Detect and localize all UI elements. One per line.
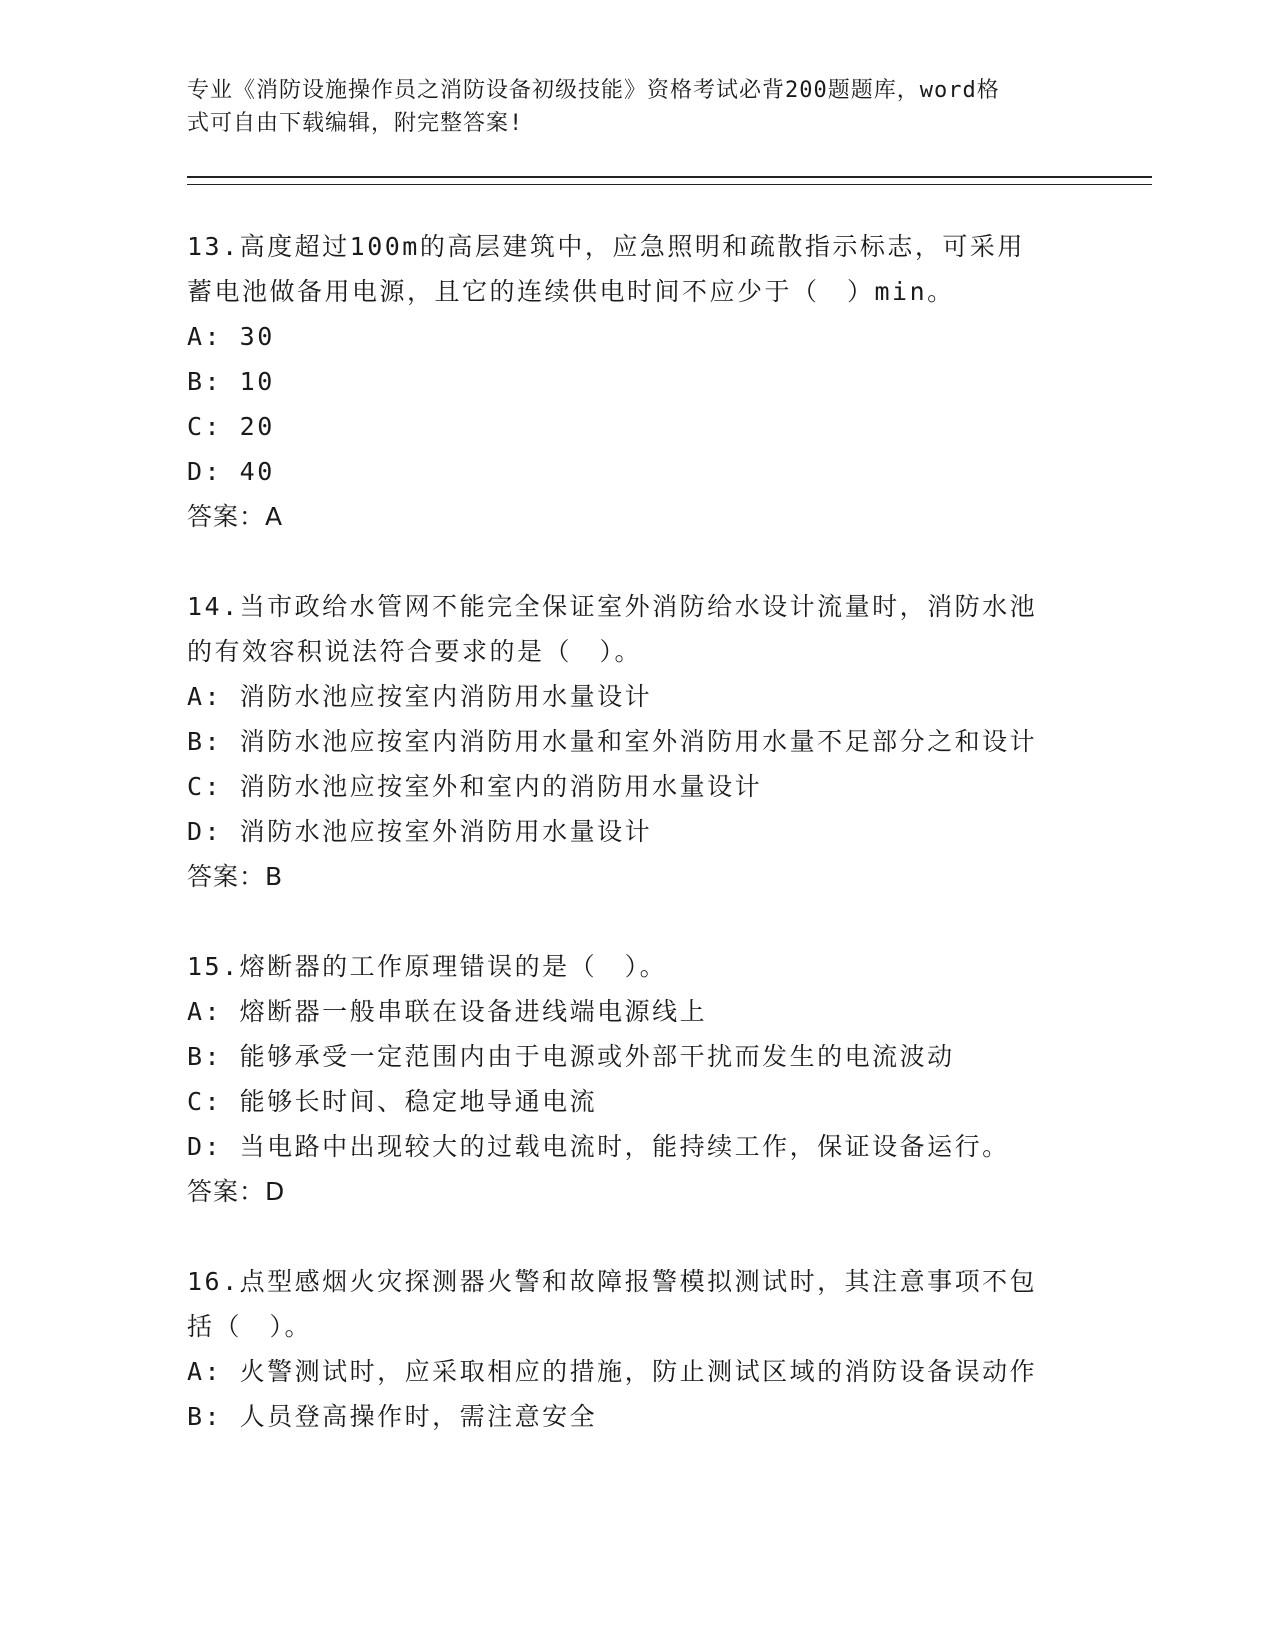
header-divider <box>187 176 1152 185</box>
option-b: B: 10 <box>187 367 275 396</box>
option-b: B: 能够承受一定范围内由于电源或外部干扰而发生的电流波动 <box>187 1042 955 1071</box>
option-c: C: 消防水池应按室外和室内的消防用水量设计 <box>187 772 763 801</box>
document-header <box>187 74 1067 140</box>
question-stem-line: 的有效容积说法符合要求的是（ ）。 <box>187 637 643 666</box>
answer-label: 答案： <box>187 862 266 891</box>
question-15 <box>187 944 1087 1214</box>
answer-value: A <box>265 502 284 531</box>
answer-label: 答案： <box>187 502 266 531</box>
option-b: B: 人员登高操作时，需注意安全 <box>187 1402 598 1431</box>
option-d: D: 40 <box>187 457 275 486</box>
option-a: A: 熔断器一般串联在设备进线端电源线上 <box>187 997 708 1026</box>
option-c: C: 20 <box>187 412 275 441</box>
question-stem-line: 蓄电池做备用电源，且它的连续供电时间不应少于（ ）min。 <box>187 277 955 306</box>
question-stem-line: 16.点型感烟火灾探测器火警和故障报警模拟测试时，其注意事项不包 <box>187 1267 1038 1296</box>
question-stem-line: 括（ ）。 <box>187 1312 313 1341</box>
question-stem-line: 14.当市政给水管网不能完全保证室外消防给水设计流量时，消防水池 <box>187 592 1038 621</box>
answer-label: 答案： <box>187 1177 266 1206</box>
header-line-1: 专业《消防设施操作员之消防设备初级技能》资格考试必背200题题库，word格 <box>187 78 1000 103</box>
question-13 <box>187 224 1087 539</box>
option-d: D: 消防水池应按室外消防用水量设计 <box>187 817 653 846</box>
answer-line <box>187 494 1087 539</box>
answer-line <box>187 854 1087 899</box>
option-a: A: 30 <box>187 322 275 351</box>
header-line-2: 式可自由下载编辑，附完整答案! <box>187 111 524 136</box>
answer-value: B <box>265 862 284 891</box>
option-d: D: 当电路中出现较大的过载电流时，能持续工作，保证设备运行。 <box>187 1132 1010 1161</box>
option-c: C: 能够长时间、稳定地导通电流 <box>187 1087 598 1116</box>
option-b: B: 消防水池应按室内消防用水量和室外消防用水量不足部分之和设计 <box>187 727 1038 756</box>
question-14 <box>187 584 1087 899</box>
option-a: A: 消防水池应按室内消防用水量设计 <box>187 682 653 711</box>
option-a: A: 火警测试时，应采取相应的措施，防止测试区域的消防设备误动作 <box>187 1357 1038 1386</box>
answer-value: D <box>265 1177 286 1206</box>
answer-line <box>187 1169 1087 1214</box>
question-stem-line: 15.熔断器的工作原理错误的是（ ）。 <box>187 952 668 981</box>
question-16 <box>187 1259 1087 1439</box>
question-stem-line: 13.高度超过100m的高层建筑中，应急照明和疏散指示标志，可采用 <box>187 232 1025 261</box>
